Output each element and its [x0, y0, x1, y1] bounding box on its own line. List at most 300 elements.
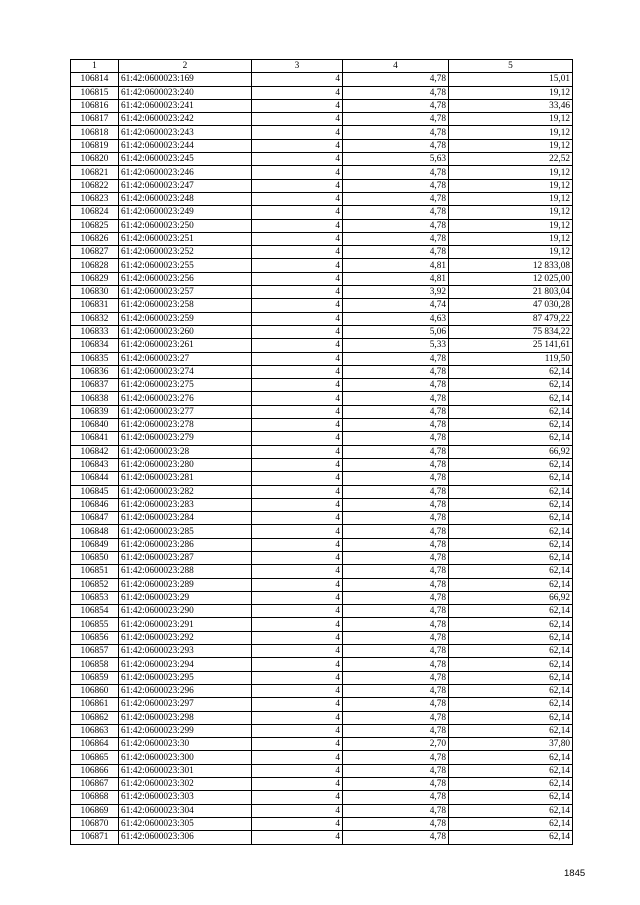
- col3-cell: 4: [252, 684, 343, 697]
- col3-cell: 4: [252, 299, 343, 312]
- table-row: [71, 299, 573, 312]
- col3-cell: 4: [252, 658, 343, 671]
- col4-cell: 4,78: [343, 551, 449, 564]
- table-row: [71, 791, 573, 804]
- row-number-cell: 106858: [71, 658, 119, 671]
- table-row: [71, 538, 573, 551]
- col5-cell: 19,12: [449, 179, 573, 192]
- table-row: [71, 512, 573, 525]
- table-row: [71, 246, 573, 259]
- cadastral-number-cell: 61:42:0600023:256: [119, 272, 252, 285]
- table-row: [71, 286, 573, 299]
- col4-cell: 4,78: [343, 671, 449, 684]
- cadastral-number-cell: 61:42:0600023:28: [119, 445, 252, 458]
- col3-cell: 4: [252, 778, 343, 791]
- cadastral-number-cell: 61:42:0600023:278: [119, 419, 252, 432]
- col5-cell: 15,01: [449, 73, 573, 86]
- col4-cell: 4,78: [343, 698, 449, 711]
- cadastral-number-cell: 61:42:0600023:260: [119, 325, 252, 338]
- row-number-cell: 106847: [71, 512, 119, 525]
- col5-cell: 66,92: [449, 591, 573, 604]
- cadastral-number-cell: 61:42:0600023:242: [119, 113, 252, 126]
- row-number-cell: 106844: [71, 472, 119, 485]
- col5-cell: 62,14: [449, 751, 573, 764]
- table-row: [71, 671, 573, 684]
- row-number-cell: 106854: [71, 605, 119, 618]
- row-number-cell: 106851: [71, 565, 119, 578]
- cadastral-number-cell: 61:42:0600023:259: [119, 312, 252, 325]
- col3-cell: 4: [252, 232, 343, 245]
- row-number-cell: 106866: [71, 764, 119, 777]
- col3-cell: 4: [252, 286, 343, 299]
- table-row: [71, 73, 573, 86]
- row-number-cell: 106839: [71, 405, 119, 418]
- row-number-cell: 106831: [71, 299, 119, 312]
- col3-cell: 4: [252, 671, 343, 684]
- cadastral-number-cell: 61:42:0600023:243: [119, 126, 252, 139]
- col5-cell: 62,14: [449, 512, 573, 525]
- col3-cell: 4: [252, 206, 343, 219]
- cadastral-number-cell: 61:42:0600023:241: [119, 99, 252, 112]
- cadastral-number-cell: 61:42:0600023:251: [119, 232, 252, 245]
- table-row: [71, 645, 573, 658]
- col5-cell: 62,14: [449, 472, 573, 485]
- row-number-cell: 106861: [71, 698, 119, 711]
- cadastral-number-cell: 61:42:0600023:248: [119, 192, 252, 205]
- table-row: [71, 578, 573, 591]
- col4-cell: 4,78: [343, 379, 449, 392]
- cadastral-number-cell: 61:42:0600023:303: [119, 791, 252, 804]
- col5-cell: 62,14: [449, 791, 573, 804]
- table-row: [71, 179, 573, 192]
- col3-cell: 4: [252, 817, 343, 830]
- col5-cell: 62,14: [449, 392, 573, 405]
- cadastral-number-cell: 61:42:0600023:279: [119, 432, 252, 445]
- col3-cell: 4: [252, 631, 343, 644]
- col4-cell: 4,78: [343, 711, 449, 724]
- col3-cell: 4: [252, 139, 343, 152]
- table-row: [71, 605, 573, 618]
- col4-cell: 4,78: [343, 684, 449, 697]
- col3-cell: 4: [252, 525, 343, 538]
- col5-cell: 62,14: [449, 379, 573, 392]
- col4-cell: 4,78: [343, 831, 449, 844]
- row-number-cell: 106826: [71, 232, 119, 245]
- col5-cell: 62,14: [449, 365, 573, 378]
- col4-cell: 4,78: [343, 405, 449, 418]
- page-number: 1845: [564, 868, 586, 879]
- table-row: [71, 99, 573, 112]
- col4-cell: 4,78: [343, 232, 449, 245]
- table-row: [71, 698, 573, 711]
- col4-cell: 4,78: [343, 751, 449, 764]
- table-row: [71, 365, 573, 378]
- table-row: [71, 405, 573, 418]
- cadastral-number-cell: 61:42:0600023:297: [119, 698, 252, 711]
- table-row: [71, 259, 573, 272]
- row-number-cell: 106849: [71, 538, 119, 551]
- col5-cell: 47 030,28: [449, 299, 573, 312]
- col4-cell: 4,78: [343, 432, 449, 445]
- col5-cell: 37,80: [449, 738, 573, 751]
- cadastral-number-cell: 61:42:0600023:287: [119, 551, 252, 564]
- col5-cell: 12 025,00: [449, 272, 573, 285]
- col4-cell: 4,78: [343, 485, 449, 498]
- table-row: [71, 551, 573, 564]
- col3-cell: 4: [252, 166, 343, 179]
- table-row: [71, 458, 573, 471]
- col3-cell: 4: [252, 512, 343, 525]
- row-number-cell: 106856: [71, 631, 119, 644]
- table-row: [71, 126, 573, 139]
- cadastral-number-cell: 61:42:0600023:246: [119, 166, 252, 179]
- col4-cell: 4,78: [343, 113, 449, 126]
- cadastral-number-cell: 61:42:0600023:283: [119, 498, 252, 511]
- row-number-cell: 106850: [71, 551, 119, 564]
- row-number-cell: 106865: [71, 751, 119, 764]
- table-row: [71, 192, 573, 205]
- col4-cell: 4,78: [343, 658, 449, 671]
- col4-cell: 4,78: [343, 166, 449, 179]
- cadastral-number-cell: 61:42:0600023:295: [119, 671, 252, 684]
- col4-cell: 4,78: [343, 724, 449, 737]
- col3-cell: 4: [252, 472, 343, 485]
- col5-cell: 62,14: [449, 817, 573, 830]
- cadastral-number-cell: 61:42:0600023:300: [119, 751, 252, 764]
- cadastral-number-cell: 61:42:0600023:250: [119, 219, 252, 232]
- table-header-row: [71, 60, 573, 73]
- cadastral-number-cell: 61:42:0600023:29: [119, 591, 252, 604]
- col3-cell: 4: [252, 498, 343, 511]
- col4-cell: 4,78: [343, 591, 449, 604]
- row-number-cell: 106815: [71, 86, 119, 99]
- table-row: [71, 817, 573, 830]
- table-row: [71, 219, 573, 232]
- col3-cell: 4: [252, 312, 343, 325]
- cadastral-number-cell: 61:42:0600023:255: [119, 259, 252, 272]
- col5-cell: 19,12: [449, 206, 573, 219]
- col3-cell: 4: [252, 179, 343, 192]
- col4-cell: 4,78: [343, 179, 449, 192]
- table-row: [71, 419, 573, 432]
- row-number-cell: 106853: [71, 591, 119, 604]
- col3-cell: 4: [252, 645, 343, 658]
- col4-cell: 4,78: [343, 365, 449, 378]
- table-row: [71, 153, 573, 166]
- cadastral-number-cell: 61:42:0600023:294: [119, 658, 252, 671]
- col5-cell: 62,14: [449, 458, 573, 471]
- col4-cell: 4,78: [343, 804, 449, 817]
- col4-cell: 4,78: [343, 139, 449, 152]
- row-number-cell: 106833: [71, 325, 119, 338]
- col4-cell: 4,63: [343, 312, 449, 325]
- col5-cell: 25 141,61: [449, 339, 573, 352]
- row-number-cell: 106816: [71, 99, 119, 112]
- col5-cell: 62,14: [449, 525, 573, 538]
- col4-cell: 4,78: [343, 419, 449, 432]
- cadastral-number-cell: 61:42:0600023:30: [119, 738, 252, 751]
- table-row: [71, 472, 573, 485]
- col3-cell: 4: [252, 432, 343, 445]
- col3-cell: 4: [252, 578, 343, 591]
- col3-cell: 4: [252, 405, 343, 418]
- row-number-cell: 106825: [71, 219, 119, 232]
- table-row: [71, 312, 573, 325]
- cadastral-number-cell: 61:42:0600023:304: [119, 804, 252, 817]
- col4-cell: 4,78: [343, 472, 449, 485]
- table-row: [71, 591, 573, 604]
- table-row: [71, 339, 573, 352]
- row-number-cell: 106820: [71, 153, 119, 166]
- cadastral-number-cell: 61:42:0600023:27: [119, 352, 252, 365]
- row-number-cell: 106814: [71, 73, 119, 86]
- col5-cell: 62,14: [449, 605, 573, 618]
- col3-cell: 4: [252, 458, 343, 471]
- column-header: 1: [71, 60, 119, 73]
- cadastral-number-cell: 61:42:0600023:282: [119, 485, 252, 498]
- col4-cell: 4,78: [343, 565, 449, 578]
- table-row: [71, 658, 573, 671]
- col5-cell: 19,12: [449, 86, 573, 99]
- cadastral-number-cell: 61:42:0600023:285: [119, 525, 252, 538]
- row-number-cell: 106842: [71, 445, 119, 458]
- col3-cell: 4: [252, 99, 343, 112]
- col4-cell: 4,78: [343, 86, 449, 99]
- row-number-cell: 106819: [71, 139, 119, 152]
- col3-cell: 4: [252, 126, 343, 139]
- table-row: [71, 724, 573, 737]
- row-number-cell: 106836: [71, 365, 119, 378]
- col3-cell: 4: [252, 339, 343, 352]
- col4-cell: 4,78: [343, 512, 449, 525]
- row-number-cell: 106824: [71, 206, 119, 219]
- cadastral-number-cell: 61:42:0600023:245: [119, 153, 252, 166]
- col4-cell: 5,06: [343, 325, 449, 338]
- col3-cell: 4: [252, 591, 343, 604]
- col5-cell: 19,12: [449, 232, 573, 245]
- table-row: [71, 139, 573, 152]
- cadastral-number-cell: 61:42:0600023:306: [119, 831, 252, 844]
- row-number-cell: 106823: [71, 192, 119, 205]
- cadastral-number-cell: 61:42:0600023:281: [119, 472, 252, 485]
- cadastral-number-cell: 61:42:0600023:169: [119, 73, 252, 86]
- row-number-cell: 106867: [71, 778, 119, 791]
- table-row: [71, 565, 573, 578]
- cadastral-number-cell: 61:42:0600023:298: [119, 711, 252, 724]
- col4-cell: 4,81: [343, 272, 449, 285]
- col5-cell: 66,92: [449, 445, 573, 458]
- cadastral-number-cell: 61:42:0600023:288: [119, 565, 252, 578]
- col3-cell: 4: [252, 153, 343, 166]
- table-row: [71, 631, 573, 644]
- col3-cell: 4: [252, 538, 343, 551]
- col3-cell: 4: [252, 711, 343, 724]
- col4-cell: 4,78: [343, 817, 449, 830]
- table-row: [71, 498, 573, 511]
- col3-cell: 4: [252, 219, 343, 232]
- table-body: [71, 73, 573, 844]
- col3-cell: 4: [252, 272, 343, 285]
- col5-cell: 62,14: [449, 645, 573, 658]
- col4-cell: 4,78: [343, 778, 449, 791]
- col4-cell: 3,92: [343, 286, 449, 299]
- cadastral-number-cell: 61:42:0600023:247: [119, 179, 252, 192]
- table-row: [71, 86, 573, 99]
- cadastral-number-cell: 61:42:0600023:301: [119, 764, 252, 777]
- col5-cell: 62,14: [449, 724, 573, 737]
- col4-cell: 4,78: [343, 126, 449, 139]
- col5-cell: 119,50: [449, 352, 573, 365]
- col5-cell: 62,14: [449, 405, 573, 418]
- col3-cell: 4: [252, 419, 343, 432]
- col3-cell: 4: [252, 804, 343, 817]
- cadastral-number-cell: 61:42:0600023:274: [119, 365, 252, 378]
- row-number-cell: 106827: [71, 246, 119, 259]
- row-number-cell: 106845: [71, 485, 119, 498]
- col5-cell: 22,52: [449, 153, 573, 166]
- column-header: 3: [252, 60, 343, 73]
- col5-cell: 62,14: [449, 498, 573, 511]
- col5-cell: 62,14: [449, 538, 573, 551]
- row-number-cell: 106864: [71, 738, 119, 751]
- col3-cell: 4: [252, 86, 343, 99]
- row-number-cell: 106838: [71, 392, 119, 405]
- row-number-cell: 106855: [71, 618, 119, 631]
- column-header: 5: [449, 60, 573, 73]
- row-number-cell: 106834: [71, 339, 119, 352]
- cadastral-number-cell: 61:42:0600023:292: [119, 631, 252, 644]
- col5-cell: 62,14: [449, 684, 573, 697]
- cadastral-number-cell: 61:42:0600023:305: [119, 817, 252, 830]
- col4-cell: 4,78: [343, 538, 449, 551]
- cadastral-number-cell: 61:42:0600023:289: [119, 578, 252, 591]
- row-number-cell: 106846: [71, 498, 119, 511]
- row-number-cell: 106829: [71, 272, 119, 285]
- col4-cell: 4,78: [343, 192, 449, 205]
- col5-cell: 62,14: [449, 551, 573, 564]
- col3-cell: 4: [252, 698, 343, 711]
- col3-cell: 4: [252, 325, 343, 338]
- table-row: [71, 804, 573, 817]
- row-number-cell: 106818: [71, 126, 119, 139]
- col4-cell: 4,78: [343, 219, 449, 232]
- col4-cell: 5,63: [343, 153, 449, 166]
- col3-cell: 4: [252, 259, 343, 272]
- table-row: [71, 379, 573, 392]
- col4-cell: 4,78: [343, 791, 449, 804]
- col4-cell: 2,70: [343, 738, 449, 751]
- row-number-cell: 106871: [71, 831, 119, 844]
- row-number-cell: 106868: [71, 791, 119, 804]
- col3-cell: 4: [252, 352, 343, 365]
- column-header: 4: [343, 60, 449, 73]
- col3-cell: 4: [252, 764, 343, 777]
- table-row: [71, 392, 573, 405]
- col3-cell: 4: [252, 751, 343, 764]
- row-number-cell: 106863: [71, 724, 119, 737]
- column-header: 2: [119, 60, 252, 73]
- data-table: [70, 59, 573, 845]
- col4-cell: 4,81: [343, 259, 449, 272]
- table-row: [71, 166, 573, 179]
- col5-cell: 75 834,22: [449, 325, 573, 338]
- col3-cell: 4: [252, 618, 343, 631]
- table-row: [71, 618, 573, 631]
- col5-cell: 19,12: [449, 192, 573, 205]
- col5-cell: 62,14: [449, 618, 573, 631]
- cadastral-number-cell: 61:42:0600023:291: [119, 618, 252, 631]
- cadastral-number-cell: 61:42:0600023:252: [119, 246, 252, 259]
- col4-cell: 4,78: [343, 631, 449, 644]
- col5-cell: 87 479,22: [449, 312, 573, 325]
- row-number-cell: 106869: [71, 804, 119, 817]
- col3-cell: 4: [252, 791, 343, 804]
- col5-cell: 62,14: [449, 778, 573, 791]
- table-row: [71, 432, 573, 445]
- col4-cell: 4,78: [343, 618, 449, 631]
- table-row: [71, 113, 573, 126]
- col5-cell: 62,14: [449, 698, 573, 711]
- row-number-cell: 106837: [71, 379, 119, 392]
- col3-cell: 4: [252, 565, 343, 578]
- row-number-cell: 106822: [71, 179, 119, 192]
- col3-cell: 4: [252, 73, 343, 86]
- col4-cell: 4,78: [343, 352, 449, 365]
- col4-cell: 4,78: [343, 498, 449, 511]
- col5-cell: 62,14: [449, 671, 573, 684]
- cadastral-number-cell: 61:42:0600023:286: [119, 538, 252, 551]
- col5-cell: 62,14: [449, 831, 573, 844]
- col3-cell: 4: [252, 485, 343, 498]
- table-row: [71, 445, 573, 458]
- cadastral-number-cell: 61:42:0600023:276: [119, 392, 252, 405]
- col5-cell: 62,14: [449, 432, 573, 445]
- table-row: [71, 684, 573, 697]
- cadastral-number-cell: 61:42:0600023:261: [119, 339, 252, 352]
- row-number-cell: 106862: [71, 711, 119, 724]
- col5-cell: 62,14: [449, 631, 573, 644]
- table-row: [71, 485, 573, 498]
- col4-cell: 4,78: [343, 246, 449, 259]
- col3-cell: 4: [252, 192, 343, 205]
- col5-cell: 62,14: [449, 419, 573, 432]
- row-number-cell: 106817: [71, 113, 119, 126]
- col3-cell: 4: [252, 392, 343, 405]
- col3-cell: 4: [252, 831, 343, 844]
- table-row: [71, 778, 573, 791]
- table-row: [71, 352, 573, 365]
- row-number-cell: 106835: [71, 352, 119, 365]
- col5-cell: 62,14: [449, 804, 573, 817]
- col4-cell: 4,78: [343, 525, 449, 538]
- col3-cell: 4: [252, 113, 343, 126]
- col4-cell: 4,78: [343, 99, 449, 112]
- col4-cell: 4,78: [343, 578, 449, 591]
- col4-cell: 4,74: [343, 299, 449, 312]
- col5-cell: 19,12: [449, 113, 573, 126]
- table-row: [71, 325, 573, 338]
- cadastral-number-cell: 61:42:0600023:302: [119, 778, 252, 791]
- cadastral-number-cell: 61:42:0600023:280: [119, 458, 252, 471]
- cadastral-number-cell: 61:42:0600023:277: [119, 405, 252, 418]
- table-row: [71, 764, 573, 777]
- col4-cell: 4,78: [343, 764, 449, 777]
- row-number-cell: 106840: [71, 419, 119, 432]
- col3-cell: 4: [252, 605, 343, 618]
- col5-cell: 62,14: [449, 658, 573, 671]
- col5-cell: 33,46: [449, 99, 573, 112]
- row-number-cell: 106830: [71, 286, 119, 299]
